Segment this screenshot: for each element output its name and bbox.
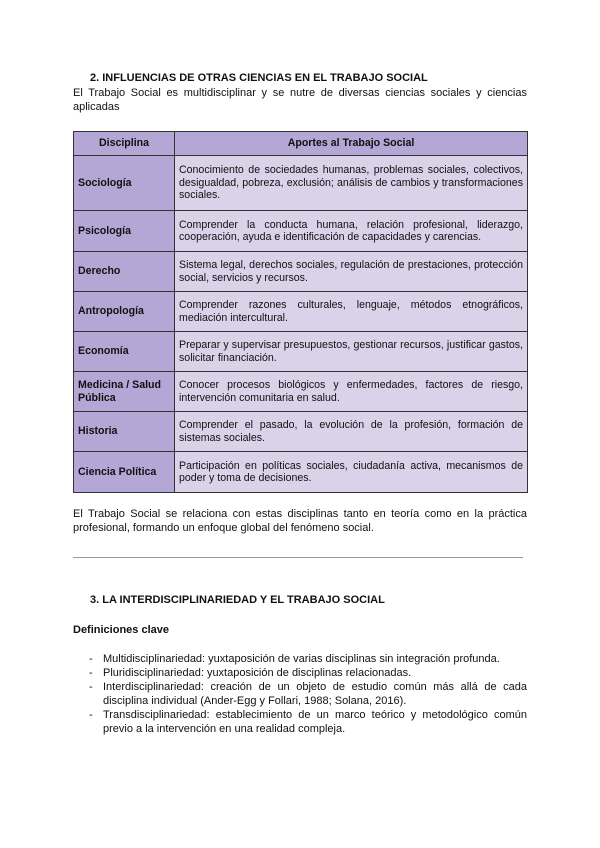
- section-2-intro: El Trabajo Social es multidisciplinar y se nutre de diversas ciencias sociales y ciencias aplicadas: [73, 87, 527, 113]
- list-item: - Multidisciplinariedad: yuxtaposición de varias disciplinas sin integración profunda.: [73, 652, 527, 666]
- section-3-subheading: Definiciones clave: [73, 624, 169, 636]
- contribution-cell: Conocer procesos biológicos y enfermedades, factores de riesgo, intervención comunitaria en salud.: [175, 372, 528, 412]
- disciplines-table: [73, 131, 528, 493]
- table-row: [74, 332, 528, 372]
- discipline-cell: Historia: [74, 412, 175, 452]
- contribution-cell: Preparar y supervisar presupuestos, gestionar recursos, justificar gastos, solicitar financiación.: [175, 332, 528, 372]
- table-row: [74, 211, 528, 252]
- contribution-cell: Conocimiento de sociedades humanas, problemas sociales, colectivos, desigualdad, pobreza, exclusión; análisis de cambios y transformaciones sociales.: [175, 156, 528, 211]
- section-3-heading: 3. LA INTERDISCIPLINARIEDAD Y EL TRABAJO SOCIAL: [90, 594, 385, 606]
- table-row: [74, 412, 528, 452]
- discipline-cell: Ciencia Política: [74, 452, 175, 493]
- discipline-cell: Economía: [74, 332, 175, 372]
- discipline-cell: Derecho: [74, 252, 175, 292]
- table-row: [74, 292, 528, 332]
- list-item: - Pluridisciplinariedad: yuxtaposición de disciplinas relacionadas.: [73, 666, 527, 680]
- contribution-cell: Comprender el pasado, la evolución de la profesión, formación de sistemas sociales.: [175, 412, 528, 452]
- list-item: - Transdisciplinariedad: establecimiento de un marco teórico y metodológico común previo a la intervención en una realidad compleja.: [73, 708, 527, 736]
- table-row: [74, 372, 528, 412]
- table-row: [74, 452, 528, 493]
- discipline-cell: Psicología: [74, 211, 175, 252]
- contribution-cell: Comprender razones culturales, lenguaje, métodos etnográficos, mediación intercultural.: [175, 292, 528, 332]
- contribution-cell: Comprender la conducta humana, relación profesional, liderazgo, cooperación, ayuda e identificación de capacidades y carencias.: [175, 211, 528, 252]
- section-2-closing: El Trabajo Social se relaciona con estas disciplinas tanto en teoría como en la práctica profesional, formando un enfoque global del fenómeno social.: [73, 508, 527, 534]
- contribution-cell: Sistema legal, derechos sociales, regulación de prestaciones, protección social, servicios y recursos.: [175, 252, 528, 292]
- discipline-cell: Sociología: [74, 156, 175, 211]
- section-2-heading: 2. INFLUENCIAS DE OTRAS CIENCIAS EN EL TRABAJO SOCIAL: [90, 72, 428, 84]
- table-row: [74, 252, 528, 292]
- discipline-cell: Antropología: [74, 292, 175, 332]
- contribution-cell: Participación en políticas sociales, ciudadanía activa, mecanismos de poder y toma de decisiones.: [175, 452, 528, 493]
- divider: [73, 557, 523, 558]
- table-row: [74, 156, 528, 211]
- discipline-cell: Medicina / Salud Pública: [74, 372, 175, 412]
- header-aportes: Aportes al Trabajo Social: [175, 132, 528, 156]
- list-item: - Interdisciplinariedad: creación de un objeto de estudio común más allá de cada disciplina individual (Ander-Egg y Follari, 1988; Solana, 2016).: [73, 680, 527, 708]
- header-disciplina: Disciplina: [74, 132, 175, 156]
- definitions-list: [73, 652, 527, 736]
